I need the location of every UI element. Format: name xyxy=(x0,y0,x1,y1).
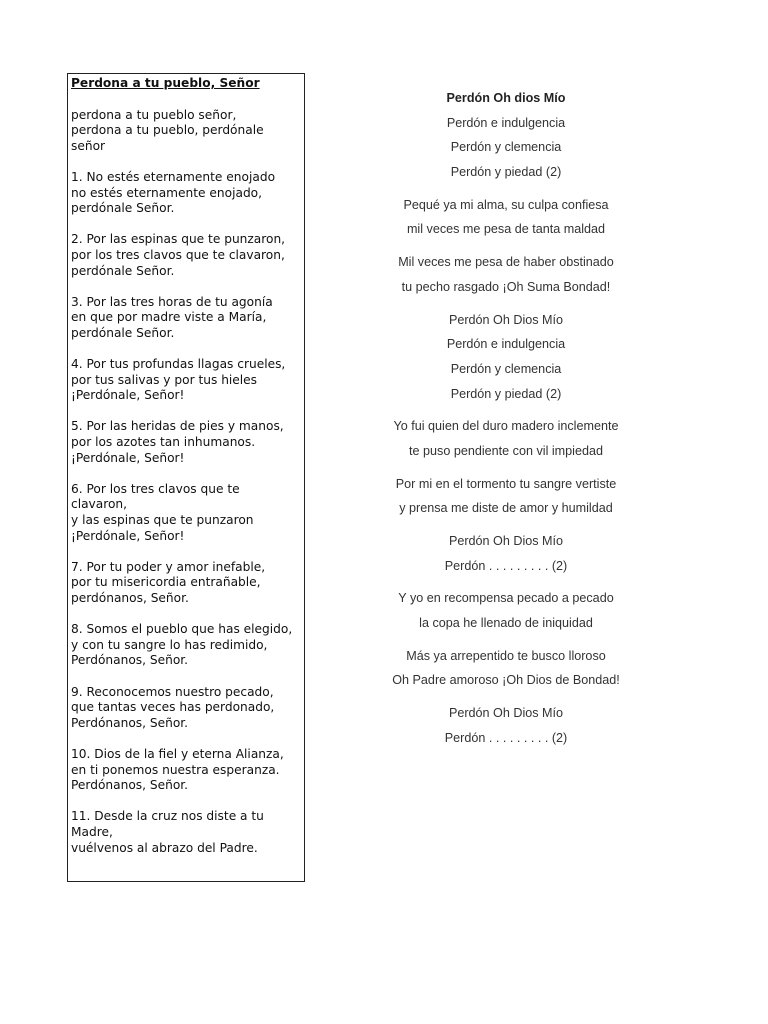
verse-paragraph xyxy=(71,108,300,155)
verse-line: por los tres clavos que te clavaron, xyxy=(71,247,285,262)
verse-paragraph xyxy=(71,482,300,544)
verse-line: 11. Desde la cruz nos diste a tu xyxy=(71,809,264,824)
stanza-line: Por mi en el tormento tu sangre vertiste xyxy=(395,476,617,491)
verse-line: y las espinas que te punzaron xyxy=(71,513,254,528)
verse-line: 5. Por las heridas de pies y manos, xyxy=(71,419,284,434)
verse-line: Perdónanos, Señor. xyxy=(71,715,189,730)
verse-line: perdónale Señor. xyxy=(71,263,175,278)
verse-line: 10. Dios de la fiel y eterna Alianza, xyxy=(71,746,284,761)
hymn-stanzas-right xyxy=(372,113,640,753)
stanza-line: y prensa me diste de amor y humildad xyxy=(399,501,613,516)
stanza-line: Perdón Oh Dios Mío xyxy=(448,312,564,327)
stanza-line: mil veces me pesa de tanta maldad xyxy=(406,222,606,237)
stanza-gap xyxy=(372,523,640,531)
verse-line: perdónale Señor. xyxy=(71,201,175,216)
verse-line: por tu misericordia entrañable, xyxy=(71,575,261,590)
stanza-gap xyxy=(372,244,640,252)
stanza-line: Perdón y piedad (2) xyxy=(450,165,562,180)
verse-paragraph xyxy=(71,747,300,794)
stanza-line: Perdón e indulgencia xyxy=(446,115,566,130)
verse-line: 6. Por los tres clavos que te xyxy=(71,481,240,496)
stanza-line: te puso pendiente con vil impiedad xyxy=(409,443,603,458)
verse-line: perdónale Señor. xyxy=(71,325,175,340)
verse-line: vuélvenos al abrazo del Padre. xyxy=(71,840,258,855)
stanza-line: Perdón y clemencia xyxy=(450,140,562,155)
verse-line: ¡Perdónale, Señor! xyxy=(71,528,185,543)
stanza-line: Perdón y clemencia xyxy=(450,361,562,376)
stanza-line: Perdón . . . . . . . . . (2) xyxy=(444,730,568,745)
verse-line: que tantas veces has perdonado, xyxy=(71,700,275,715)
stanza-gap xyxy=(372,638,640,646)
verse-line: y con tu sangre lo has redimido, xyxy=(71,637,268,652)
stanza-line: la copa he llenado de iniquidad xyxy=(419,616,593,631)
verse-paragraph xyxy=(71,809,300,856)
stanza-gap xyxy=(372,187,640,195)
verse-paragraph xyxy=(71,295,300,342)
stanza-line: Oh Padre amoroso ¡Oh Dios de Bondad! xyxy=(392,673,620,688)
stanza-line: tu pecho rasgado ¡Oh Suma Bondad! xyxy=(401,279,611,294)
verse-line: 2. Por las espinas que te punzaron, xyxy=(71,232,286,247)
stanza-line: Más ya arrepentido te busco lloroso xyxy=(406,648,606,663)
verse-line: en ti ponemos nuestra esperanza. xyxy=(71,762,280,777)
verse-paragraph xyxy=(71,357,300,404)
verse-line: por tus salivas y por tus hieles xyxy=(71,372,258,387)
verse-line: ¡Perdónale, Señor! xyxy=(71,450,185,465)
stanza-line: Perdón Oh Dios Mío xyxy=(448,534,564,548)
hymn-title-left: Perdona a tu pueblo, Señor xyxy=(71,76,260,90)
verse-line: señor xyxy=(71,138,106,153)
stanza-line: Perdón Oh Dios Mío xyxy=(448,706,564,721)
stanza-line: Mil veces me pesa de haber obstinado xyxy=(398,255,614,270)
stanza-line: Perdón e indulgencia xyxy=(446,337,566,352)
stanza-gap xyxy=(372,302,640,310)
verse-line: Perdónanos, Señor. xyxy=(71,778,189,793)
verse-paragraph xyxy=(71,560,300,607)
hymn-column-perdon xyxy=(372,88,640,753)
verse-line: no estés eternamente enojado, xyxy=(71,185,263,200)
stanza-gap xyxy=(372,466,640,474)
verse-line: 1. No estés eternamente enojado xyxy=(71,169,276,184)
verse-paragraph xyxy=(71,622,300,669)
verse-line: en que por madre viste a María, xyxy=(71,310,267,325)
verse-line: 9. Reconocemos nuestro pecado, xyxy=(71,684,274,699)
verse-line: Perdónanos, Señor. xyxy=(71,653,189,668)
stanza-line: Perdón . . . . . . . . . (2) xyxy=(444,558,568,573)
verse-line: perdona a tu pueblo señor, xyxy=(71,107,237,122)
hymn-verses-left xyxy=(71,108,300,857)
stanza-line: Pequé ya mi alma, su culpa confiesa xyxy=(403,197,609,212)
verse-line: perdónanos, Señor. xyxy=(71,591,189,605)
hymn-title-right: Perdón Oh dios Mío xyxy=(446,91,566,105)
stanza-line: Yo fui quien del duro madero inclemente xyxy=(393,419,619,434)
hymn-box-perdona xyxy=(67,73,305,882)
stanza-line: Perdón y piedad (2) xyxy=(450,386,562,401)
stanza-gap xyxy=(372,408,640,416)
verse-paragraph xyxy=(71,685,300,732)
verse-line: ¡Perdónale, Señor! xyxy=(71,388,185,403)
verse-line: 7. Por tu poder y amor inefable, xyxy=(71,559,266,574)
verse-paragraph xyxy=(71,170,300,217)
stanza-gap xyxy=(372,580,640,588)
stanza-gap xyxy=(372,695,640,703)
verse-line: clavaron, xyxy=(71,497,128,512)
verse-paragraph xyxy=(71,232,300,279)
verse-line: 4. Por tus profundas llagas crueles, xyxy=(71,357,286,372)
verse-line: 3. Por las tres horas de tu agonía xyxy=(71,294,273,309)
verse-line: 8. Somos el pueblo que has elegido, xyxy=(71,622,293,637)
verse-line: por los azotes tan inhumanos. xyxy=(71,435,256,450)
verse-paragraph xyxy=(71,419,300,466)
verse-line: perdona a tu pueblo, perdónale xyxy=(71,123,264,138)
stanza-line: Y yo en recompensa pecado a pecado xyxy=(398,591,614,606)
verse-line: Madre, xyxy=(71,824,113,839)
